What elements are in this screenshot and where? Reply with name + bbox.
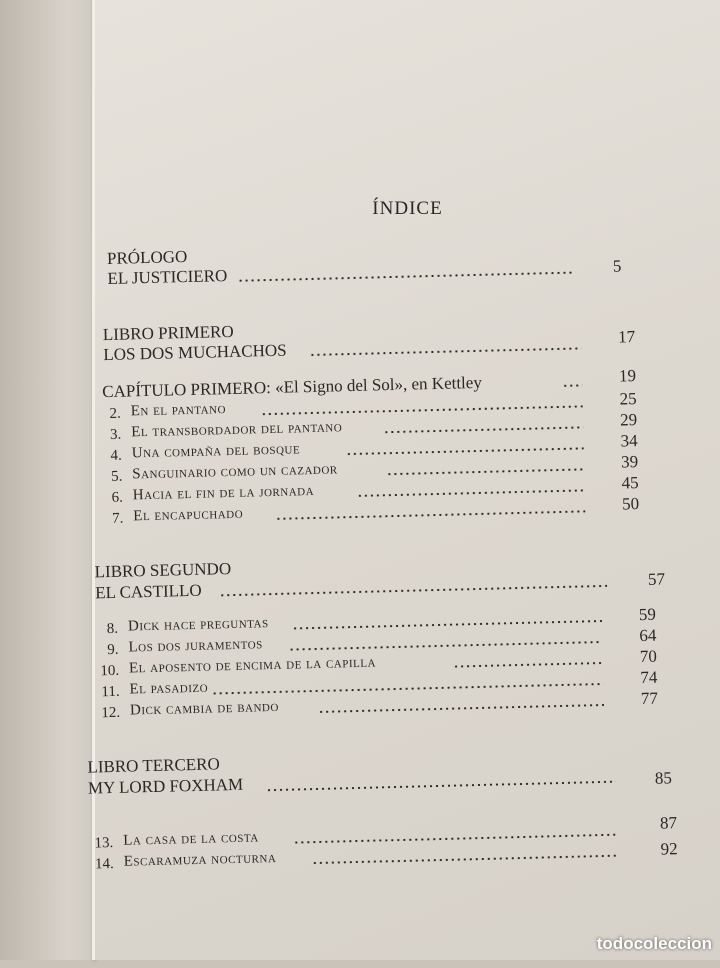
leader-dots <box>346 447 584 455</box>
leader-dots <box>309 347 581 356</box>
chapter-title: Dick cambia de bando <box>129 698 280 719</box>
chapter-number: 13. <box>94 834 114 852</box>
chapter-title: Los dos juramentos <box>128 636 263 656</box>
chapter-title: Escaramuza nocturna <box>123 850 277 870</box>
chapter-page: 77 <box>640 688 659 709</box>
chapter-page: 59 <box>638 604 657 625</box>
leader-dots <box>383 426 583 433</box>
leader-dots <box>238 272 573 282</box>
chapter-title: El encapuchado <box>133 505 244 525</box>
leader-dots <box>357 489 585 497</box>
chapter-number: 5. <box>110 468 123 485</box>
leader-dots <box>293 834 617 844</box>
prologue-label: PRÓLOGO <box>106 247 188 268</box>
chapter-title: Sanguinario como un cazador <box>132 461 338 483</box>
chapter-title: Hacia el fin de la jornada <box>132 482 315 504</box>
book2-title: EL CASTILLO <box>94 580 202 603</box>
chapter-page: 87 <box>659 813 678 833</box>
chapter-number: 6. <box>111 489 124 506</box>
chapter-page: 64 <box>639 625 657 646</box>
book2-label: LIBRO SEGUNDO <box>94 559 232 582</box>
chapter-page: 29 <box>619 410 638 430</box>
chapter-page: 25 <box>619 389 637 409</box>
chapter-title: El aposento de encima de la capilla <box>128 654 377 677</box>
book3-title: MY LORD FOXHAM <box>87 774 244 798</box>
book3-label: LIBRO TERCERO <box>87 754 221 777</box>
book1-label: LIBRO PRIMERO <box>102 321 234 345</box>
chapter-page: 70 <box>639 646 658 667</box>
previous-page-edge <box>0 0 96 960</box>
chapter-page: 74 <box>640 667 658 688</box>
index-heading: ÍNDICE <box>372 198 443 219</box>
chapter-page: 45 <box>621 473 639 493</box>
prologue-title: EL JUSTICIERO <box>107 266 228 288</box>
book-page <box>87 0 720 960</box>
chapter-number: 4. <box>110 447 123 464</box>
chapter-number: 2. <box>109 405 122 422</box>
book3-page: 85 <box>654 768 673 788</box>
chapter-number: 3. <box>109 426 122 443</box>
chapter-title: Dick hace preguntas <box>127 615 269 635</box>
chapter-title: Una compaña del bosque <box>131 441 301 462</box>
leader-dots <box>562 384 582 386</box>
chapter-number: 8. <box>106 620 119 638</box>
chapter-page: 39 <box>620 452 639 472</box>
chapter-title: En el pantano <box>130 401 227 420</box>
leader-dots <box>289 641 603 651</box>
prologue-page: 5 <box>612 256 622 276</box>
leader-dots <box>386 468 584 475</box>
chapter-number: 9. <box>107 641 119 659</box>
leader-dots <box>212 683 604 695</box>
leader-dots <box>318 704 604 713</box>
chapter-page: 92 <box>660 839 678 859</box>
chapter1-page: 19 <box>618 366 637 386</box>
leader-dots <box>219 585 607 596</box>
leader-dots <box>275 510 585 520</box>
book1-title: LOS DOS MUCHACHOS <box>103 340 287 365</box>
chapter1-heading: CAPÍTULO PRIMERO: «El Signo del Sol», en Kettley <box>102 372 483 402</box>
leader-dots <box>266 781 616 792</box>
chapter-number: 12. <box>101 704 121 722</box>
book1-page: 17 <box>617 327 636 347</box>
chapter-title: La casa de la costa <box>123 829 259 849</box>
watermark-logo: todocoleccion <box>596 934 712 953</box>
chapter-page: 50 <box>621 494 640 514</box>
chapter-number: 11. <box>101 683 120 701</box>
chapter-number: 14. <box>94 855 115 873</box>
chapter-title: El transbordador del pantano <box>131 419 343 441</box>
leader-dots <box>312 855 618 864</box>
chapter-number: 7. <box>111 510 124 527</box>
chapter-number: 10. <box>100 662 120 680</box>
chapter-page: 34 <box>620 431 638 451</box>
chapter-title: El pasadizo <box>129 679 209 698</box>
table-of-contents <box>83 0 720 967</box>
leader-dots <box>453 662 603 668</box>
leader-dots <box>261 405 583 415</box>
book2-page: 57 <box>647 569 666 589</box>
leader-dots <box>292 620 602 630</box>
